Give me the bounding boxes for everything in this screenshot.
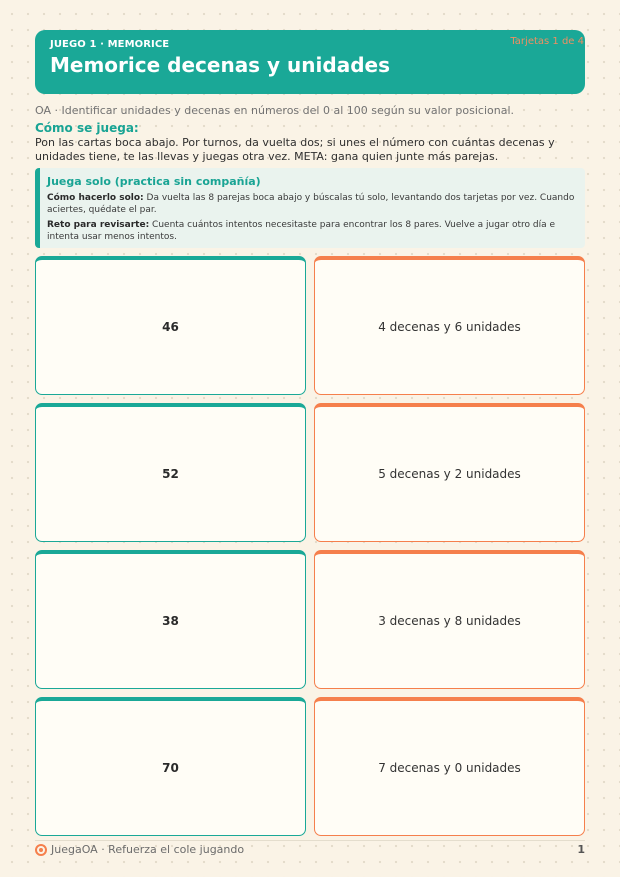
decomposition-card: 5 decenas y 2 unidades [314,403,585,542]
solo-how-label: Cómo hacerlo solo: [47,193,144,203]
solo-challenge-line [47,219,577,243]
number-card: 46 [35,256,306,395]
footer-divider [35,840,585,841]
solo-challenge-text: Cuenta cuántos intentos necesitaste para encontrar los 8 pares. Vuelve a jugar otro día e intenta usar menos intentos. [47,220,556,242]
game-kicker: JUEGO 1 · MEMORICE [50,39,170,50]
number-card: 70 [35,697,306,836]
footer-brand-text: JuegaOA · Refuerza el cole jugando [51,843,245,856]
solo-play-box [35,168,585,248]
decomposition-card: 4 decenas y 6 unidades [314,256,585,395]
how-to-play-heading: Cómo se juega: [35,121,139,135]
decomposition-card: 7 decenas y 0 unidades [314,697,585,836]
solo-challenge-label: Reto para revisarte: [47,220,150,230]
learning-objective: OA · Identificar unidades y decenas en números del 0 al 100 según su valor posicional. [35,104,515,117]
decomposition-card: 3 decenas y 8 unidades [314,550,585,689]
page-title: Memorice decenas y unidades [50,53,390,77]
page-header [35,30,585,94]
number-card: 52 [35,403,306,542]
footer-brand [35,843,244,856]
number-card: 38 [35,550,306,689]
page-number: 1 [577,843,585,856]
solo-title: Juega solo (practica sin compañía) [47,175,261,188]
how-to-play-text: Pon las cartas boca abajo. Por turnos, da vuelta dos; si unes el número con cuántas decenas y unidades tiene, te las llevas y juegas otra vez. META: gana quien junte más parejas. [35,136,555,163]
solo-how-line [47,192,577,216]
card-set-tag: Tarjetas 1 de 4 [510,36,584,47]
brand-logo-icon [35,844,47,856]
solo-how-text: Da vuelta las 8 parejas boca abajo y búscalas tú solo, levantando dos tarjetas por vez. Cuando aciertes, quédate el par. [47,193,575,215]
